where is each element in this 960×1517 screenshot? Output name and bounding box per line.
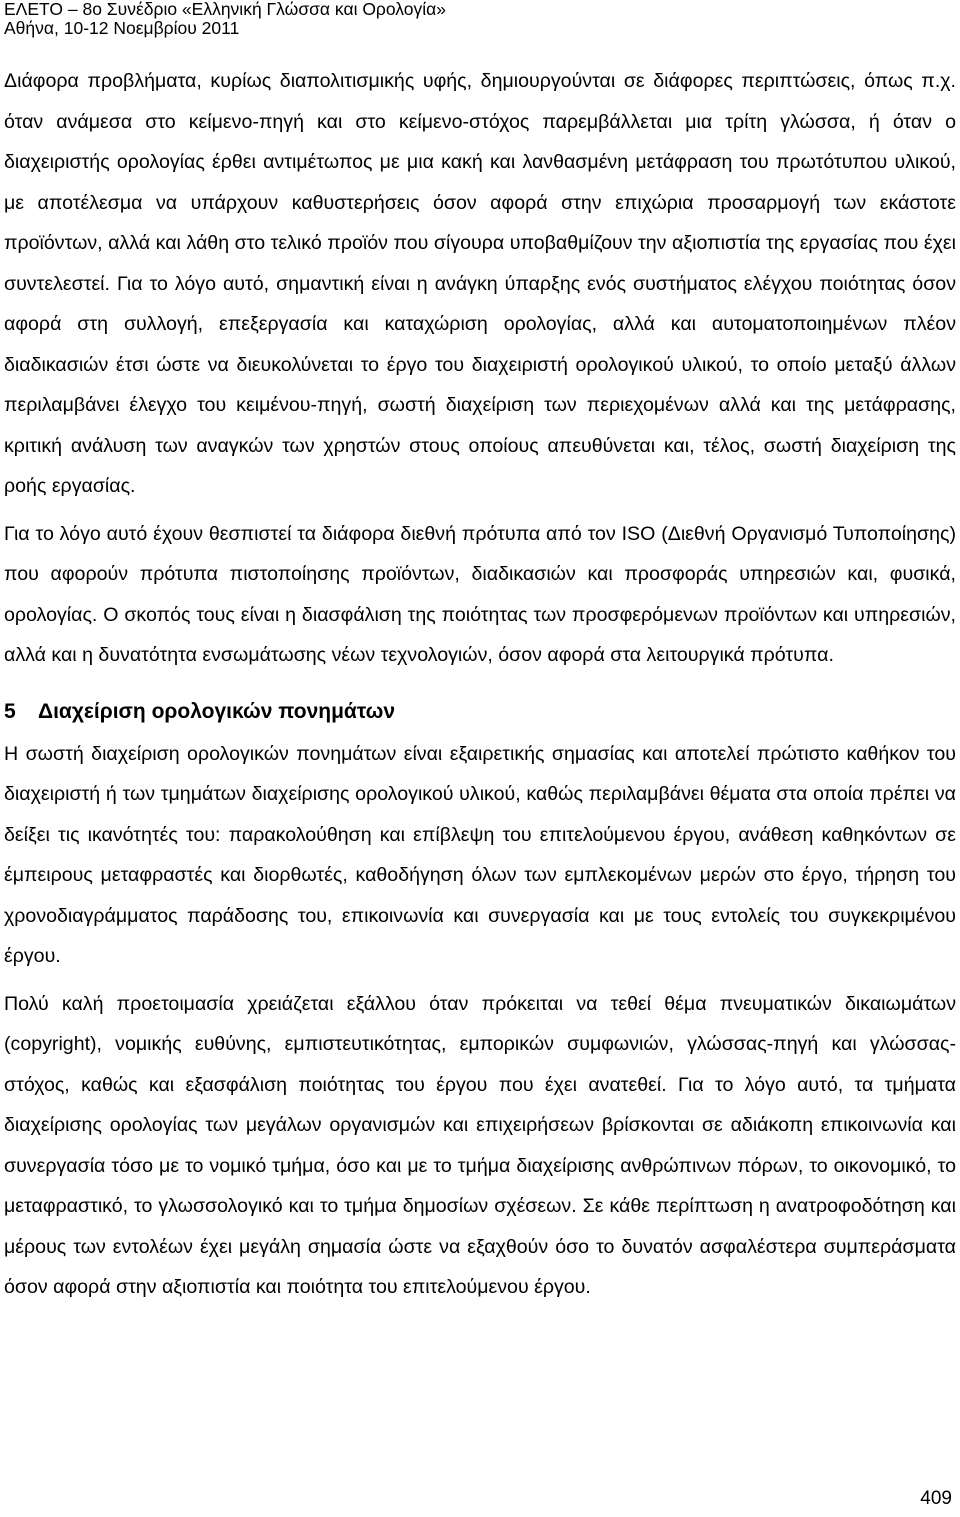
document-body (4, 61, 956, 1308)
running-header (4, 0, 944, 38)
paragraph-3: Η σωστή διαχείριση ορολογικών πονημάτων είναι εξαιρετικής σημασίας και αποτελεί πρώτιστο καθήκον του διαχειριστή ή των τμημάτων διαχείρισης ορολογικού υλικού, καθώς περιλαμβάνει θέματα στα οποία πρέπει να δείξει τις ικανότητές του: παρακολούθηση και επίβλεψη του επιτελούμενου έργου, ανάθεση καθηκόντων σε έμπειρους μεταφραστές και διορθωτές, καθοδήγηση όλων των εμπλεκομένων μερών στο έργο, τήρηση του χρονοδιαγράμματος παράδοσης του, επικοινωνία και συνεργασία και με τους εντολείς του συγκεκριμένου έργου. (4, 742, 956, 967)
paragraph-4: Πολύ καλή προετοιμασία χρειάζεται εξάλλου όταν πρόκειται να τεθεί θέμα πνευματικών δικαιωμάτων (copyright), νομικής ευθύνης, εμπιστευτικότητας, εμπορικών συμφωνιών, γλώσσας-πηγή και γλώσσας-στόχος, καθώς και εξασφάλιση ποιότητας του έργου που έχει ανατεθεί. Για το λόγο αυτό, τα τμήματα διαχείρισης ορολογίας των μεγάλων οργανισμών και επιχειρήσεων βρίσκονται σε αδιάκοπη επικοινωνία και συνεργασία τόσο με το νομικό τμήμα, όσο και με το τμήμα διαχείρισης ανθρώπινων πόρων, το οικονομικό, το μεταφραστικό, το γλωσσολογικό και το τμήμα δημοσίων σχέσεων. Σε κάθε περίπτωση η ανατροφοδότηση και μέρους των εντολέων έχει μεγάλη σημασία ώστε να εξαχθούν όσο το δυνατόν ασφαλέστερα συμπεράσματα όσον αφορά στην αξιοπιστία και ποιότητα του επιτελούμενου έργου. (4, 992, 956, 1298)
section-title: Διαχείριση ορολογικών πονημάτων (38, 699, 396, 723)
conference-location-date: Αθήνα, 10-12 Νοεμβρίου 2011 (4, 18, 240, 38)
section-number: 5 (4, 699, 16, 723)
paragraph-2: Για το λόγο αυτό έχουν θεσπιστεί τα διάφορα διεθνή πρότυπα από τον ISO (Διεθνή Οργανισμό Τυποποίησης) που αφορούν πρότυπα πιστοποίησης προϊόντων, διαδικασιών και προσφοράς υπηρεσιών και, φυσικά, ορολογίας. Ο σκοπός τους είναι η διασφάλιση της ποιότητας των προσφερόμενων προϊόντων και υπηρεσιών, αλλά και η δυνατότητα ενσωμάτωσης νέων τεχνολογιών, όσον αφορά στα λειτουργικά πρότυπα. (4, 522, 956, 666)
page-number: 409 (920, 1488, 952, 1509)
paragraph-1: Διάφορα προβλήματα, κυρίως διαπολιτισμικής υφής, δημιουργούνται σε διάφορες περιπτώσεις, όπως π.χ. όταν ανάμεσα στο κείμενο-πηγή και στο κείμενο-στόχος παρεμβάλλεται μια τρίτη γλώσσα, ή όταν ο διαχειριστής ορολογίας έρθει αντιμέτωπος με μια κακή και λανθασμένη μετάφραση του πρωτότυπου υλικού, με αποτέλεσμα να υπάρχουν καθυστερήσεις όσον αφορά στην επιχώρια προσαρμογή των εκάστοτε προϊόντων, αλλά και λάθη στο τελικό προϊόν που σίγουρα υποβαθμίζουν την αξιοπιστία της εργασίας που έχει συντελεστεί. Για το λόγο αυτό, σημαντική είναι η ανάγκη ύπαρξης ενός συστήματος ελέγχου ποιότητας όσον αφορά στη συλλογή, επεξεργασία και καταχώριση ορολογίας, αλλά και αυτοματοποιημένων πλέον διαδικασιών έτσι ώστε να διευκολύνεται το έργο του διαχειριστή ορολογικού υλικού, το οποίο μεταξύ άλλων περιλαμβάνει έλεγχο του κειμένου-πηγή, σωστή διαχείριση των περιεχομένων αλλά και της μετάφρασης, κριτική ανάλυση των αναγκών των χρηστών στους οποίους απευθύνεται και, τέλος, σωστή διαχείριση της ροής εργασίας. (4, 70, 956, 497)
section-heading (4, 693, 956, 731)
conference-title: ΕΛΕΤΟ – 8ο Συνέδριο «Ελληνική Γλώσσα και Ορολογία» (4, 0, 446, 19)
